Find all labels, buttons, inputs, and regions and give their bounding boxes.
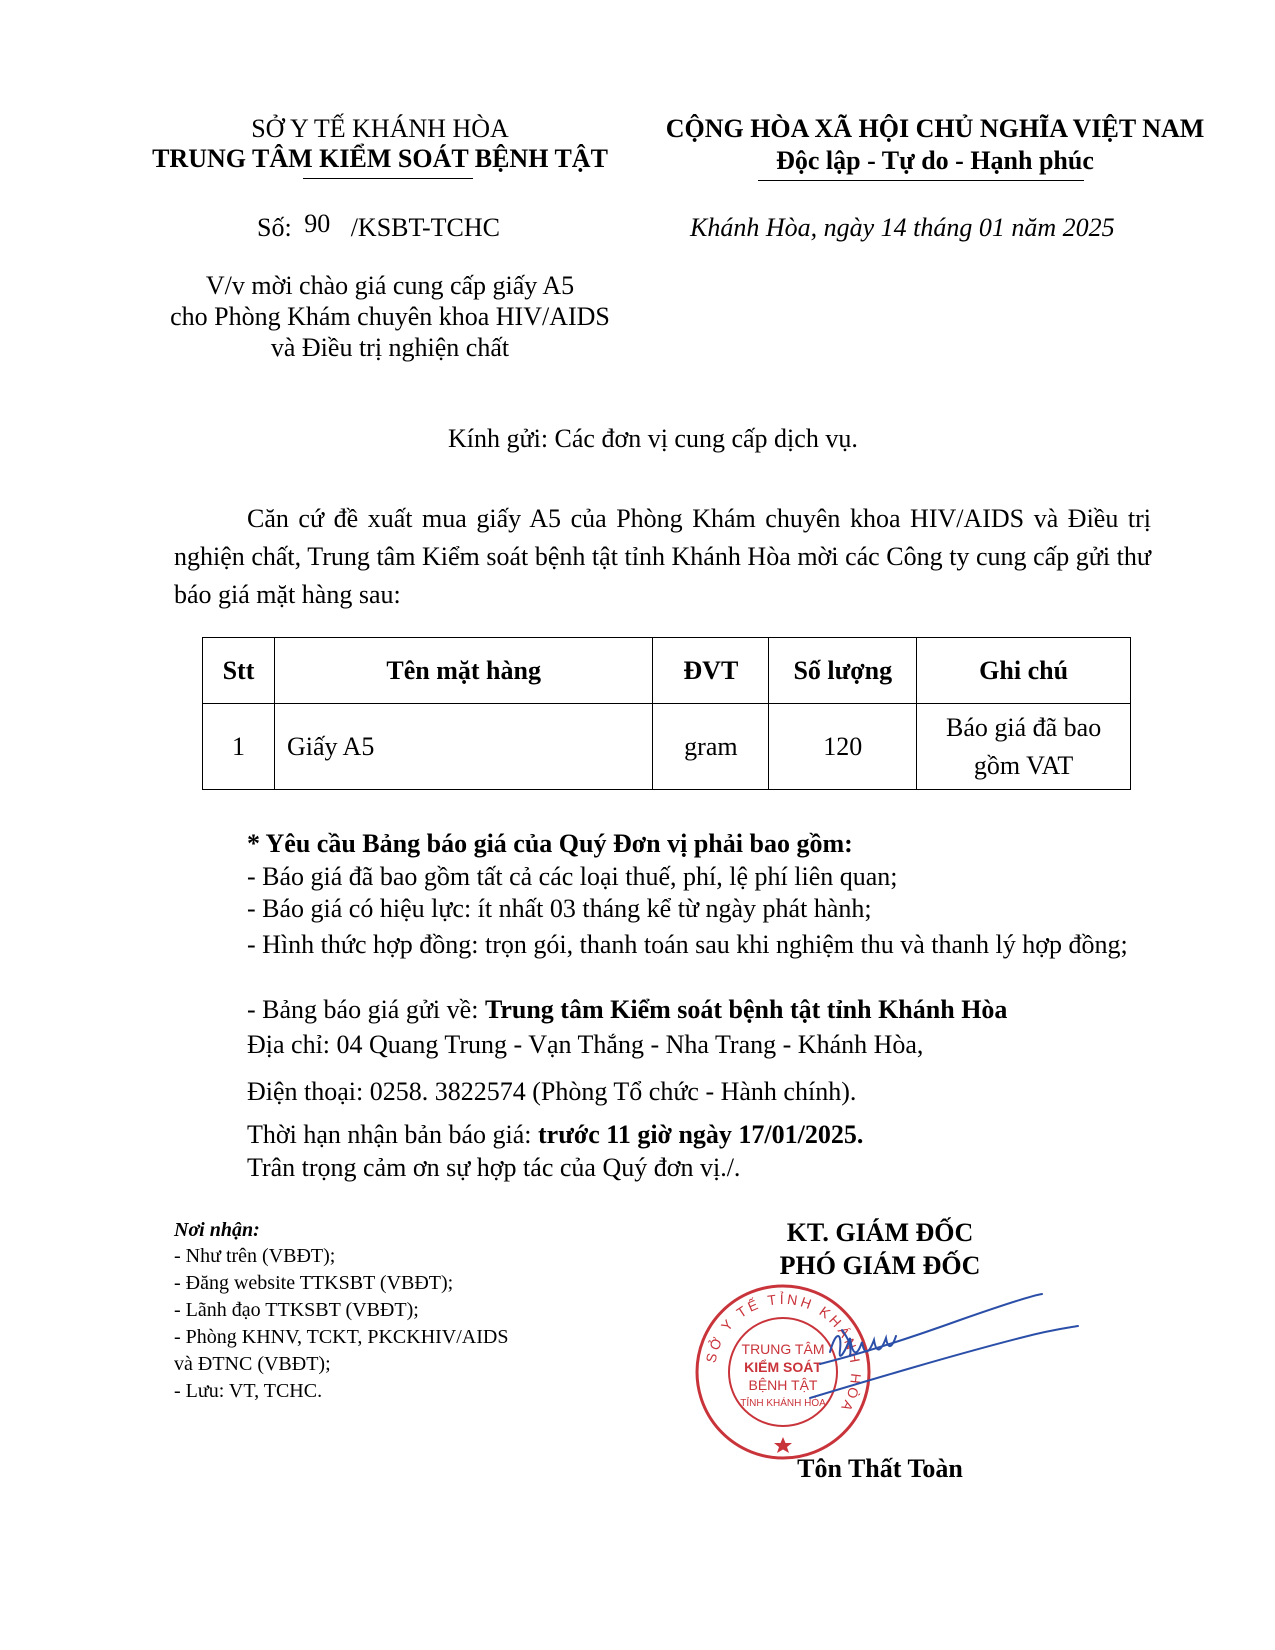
motto-underline [758,180,1084,181]
signature-title-2: PHÓ GIÁM ĐỐC [779,1251,981,1280]
col-header-unit: ĐVT [653,638,769,704]
stamp-center-line: KIỂM SOÁT [744,1359,822,1375]
cell-unit: gram [653,704,769,790]
send-to-line [247,995,1007,1025]
signer-name: Tôn Thất Toàn [797,1454,963,1483]
col-header-qty: Số lượng [769,638,917,704]
items-table [202,637,1131,790]
table-header-row [203,638,1131,704]
recipient-item: - Phòng KHNV, TCKT, PKCKHIV/AIDS [174,1326,509,1348]
doc-subject [130,270,650,363]
recipient-item: - Lãnh đạo TTKSBT (VBĐT); [174,1299,419,1321]
send-to-org: Trung tâm Kiểm soát bệnh tật tỉnh Khánh Hòa [484,995,1008,1024]
subject-line: và Điều trị nghiện chất [270,333,510,362]
doc-number-suffix: /KSBT-TCHC [350,213,500,242]
thanks-line: Trân trọng cảm ơn sự hợp tác của Quý đơn vị./. [247,1153,741,1182]
recipient-item: - Như trên (VBĐT); [174,1245,336,1267]
subject-line: V/v mời chào giá cung cấp giấy A5 [205,271,575,300]
intro-paragraph: Căn cứ đề xuất mua giấy A5 của Phòng Khám chuyên khoa HIV/AIDS và Điều trị nghiện chất, Trung tâm Kiểm soát bệnh tật tỉnh Khánh Hòa mời các Công ty cung cấp gửi thư báo giá mặt hàng sau: [174,504,1151,609]
col-header-name: Tên mặt hàng [274,638,652,704]
deadline-value: trước 11 giờ ngày 17/01/2025. [538,1120,864,1149]
table-row [203,704,1131,790]
recipients-title: Nơi nhận: [174,1219,260,1241]
cell-note: Báo giá đã bao gồm VAT [917,704,1131,790]
doc-date: Khánh Hòa, ngày 14 tháng 01 năm 2025 [690,213,1115,242]
stamp-center-line: TRUNG TÂM [741,1341,825,1357]
doc-number-prefix: Số: [257,213,292,242]
org-parent: SỞ Y TẾ KHÁNH HÒA [251,114,509,143]
requirement-item: - Báo giá đã bao gồm tất cả các loại thuế, phí, lệ phí liên quan; [247,862,898,891]
cell-qty: 120 [769,704,917,790]
doc-number [257,209,500,243]
recipient-item: - Lưu: VT, TCHC. [174,1380,323,1402]
stamp-center-line: BỆNH TẬT [748,1377,818,1393]
recipient-item: - Đăng website TTKSBT (VBĐT); [174,1272,454,1294]
cell-name: Giấy A5 [274,704,652,790]
addressee: Kính gửi: Các đơn vị cung cấp dịch vụ. [448,424,858,453]
signature-title-1: KT. GIÁM ĐỐC [786,1218,974,1247]
deadline-line [247,1120,863,1150]
requirements-title: * Yêu cầu Bảng báo giá của Quý Đơn vị phải bao gồm: [247,829,853,858]
cell-stt: 1 [203,704,275,790]
col-header-note: Ghi chú [917,638,1131,704]
stamp-ring-text: SỞ Y TẾ TỈNH KHÁNH HÒA [702,1290,865,1417]
recipient-item: và ĐTNC (VBĐT); [174,1353,331,1375]
org-name: TRUNG TÂM KIỂM SOÁT BỆNH TẬT [152,144,608,173]
address-line: Địa chỉ: 04 Quang Trung - Vạn Thắng - Nha Trang - Khánh Hòa, [247,1030,924,1059]
org-underline [303,178,473,179]
deadline-prefix: Thời hạn nhận bản báo giá: [247,1120,539,1149]
send-to-prefix: - Bảng báo giá gửi về: [247,995,485,1024]
requirement-item: - Hình thức hợp đồng: trọn gói, thanh toán sau khi nghiệm thu và thanh lý hợp đồng; [247,930,1128,959]
requirement-item: - Báo giá có hiệu lực: ít nhất 03 tháng kể từ ngày phát hành; [247,894,872,923]
doc-number-value: 90 [304,209,331,238]
national-motto: Độc lập - Tự do - Hạnh phúc [776,146,1094,175]
stamp-center-line: TỈNH KHÁNH HÒA [740,1398,826,1409]
handwritten-signature [790,1290,1110,1410]
stamp-star-icon [774,1437,792,1453]
col-header-stt: Stt [203,638,275,704]
country-name: CỘNG HÒA XÃ HỘI CHỦ NGHĨA VIỆT NAM [665,114,1205,143]
subject-line: cho Phòng Khám chuyên khoa HIV/AIDS [170,302,610,331]
phone-line: Điện thoại: 0258. 3822574 (Phòng Tổ chức - Hành chính). [247,1077,857,1106]
